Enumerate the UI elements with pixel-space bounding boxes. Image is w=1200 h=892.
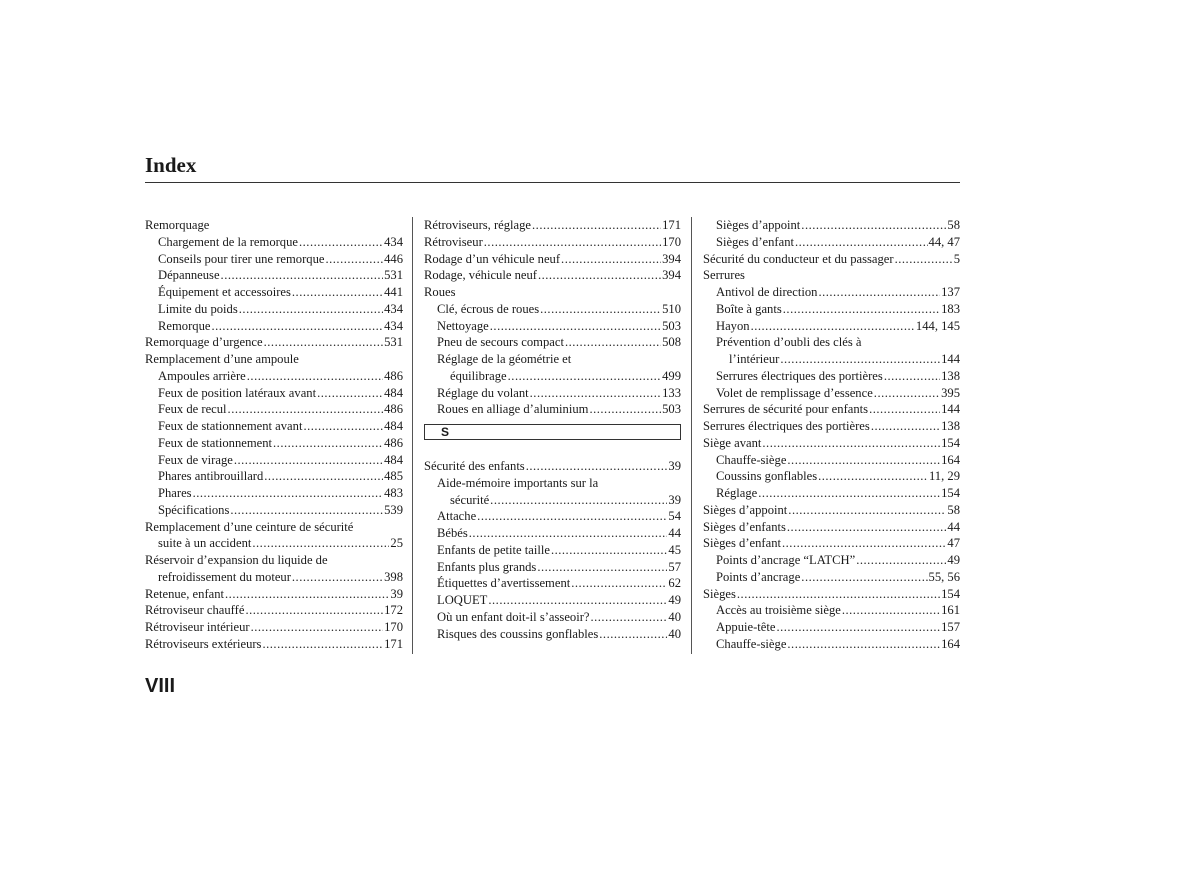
index-entry-term: LOQUET	[437, 593, 488, 607]
dot-leader	[262, 636, 383, 653]
index-entry-term: refroidissement du moteur	[158, 569, 291, 584]
index-entry-page: 40	[668, 626, 681, 641]
index-column-1	[145, 217, 403, 653]
index-entry-page: 154	[941, 586, 960, 601]
index-entry	[703, 535, 960, 552]
index-entry	[145, 435, 403, 452]
index-entry-term: Serrures électriques des portières	[703, 419, 870, 433]
index-entry-page: 484	[384, 385, 403, 400]
index-entry-term: Sièges	[703, 586, 736, 601]
index-entry-page: 499	[662, 368, 681, 383]
index-entry-page: 486	[384, 368, 403, 383]
index-entry	[145, 502, 403, 519]
index-entry-page: 485	[384, 469, 403, 484]
index-entry-page: 44	[668, 526, 681, 540]
index-entry-term: Siège avant	[703, 435, 762, 450]
index-entry-page: 39	[668, 459, 681, 473]
index-entry	[703, 602, 960, 619]
index-entry	[703, 385, 960, 402]
index-entry-page: 154	[941, 486, 960, 500]
dot-leader	[490, 492, 667, 509]
index-entry	[703, 552, 960, 569]
index-entry-term: Sièges d’enfant	[703, 536, 781, 551]
dot-leader	[239, 301, 383, 318]
index-entry	[145, 267, 403, 284]
index-entry-term: Remplacement d’une ampoule	[145, 352, 299, 366]
index-entry-term: Accès au troisième siège	[716, 603, 841, 618]
index-entry-term: Coussins gonflables	[716, 469, 818, 484]
index-entry-term: Chargement de la remorque	[158, 234, 298, 249]
index-entry-term: Sièges d’appoint	[703, 502, 788, 517]
index-entry	[145, 385, 403, 402]
dot-leader	[303, 418, 383, 435]
index-entry	[424, 351, 681, 368]
index-entry-page: 170	[384, 620, 403, 634]
index-entry	[424, 301, 681, 318]
index-entry	[424, 251, 681, 268]
index-entry-page: 133	[662, 385, 681, 400]
index-entry-page: 49	[947, 553, 960, 567]
index-entry-term: sécurité	[450, 492, 490, 507]
index-entry	[145, 234, 403, 251]
index-entry-term: Risques des coussins gonflables	[437, 626, 599, 641]
index-entry-term: Bébés	[437, 526, 468, 540]
index-entry	[424, 592, 681, 609]
dot-leader	[762, 435, 940, 452]
dot-leader	[782, 535, 946, 552]
index-entry-page: 394	[662, 251, 681, 266]
index-entry-term: Phares antibrouillard	[158, 469, 264, 484]
index-entry-term: Sécurité des enfants	[424, 459, 525, 473]
index-entry	[145, 251, 403, 268]
dot-leader	[589, 401, 661, 418]
index-entry-term: Enfants plus grands	[437, 559, 537, 574]
index-entry-page: 398	[384, 569, 403, 584]
dot-leader	[780, 351, 940, 368]
index-entry	[145, 318, 403, 335]
index-entry-page: 539	[384, 502, 403, 517]
index-entry-page: 144	[941, 352, 960, 366]
index-entry-term: Rétroviseurs extérieurs	[145, 636, 262, 651]
dot-leader	[484, 234, 661, 251]
dot-leader	[264, 468, 383, 485]
index-entry	[145, 619, 403, 636]
index-entry-term: Conseils pour tirer une remorque	[158, 251, 325, 266]
dot-leader	[325, 251, 383, 268]
index-entry-term: Roues en alliage d’aluminium	[437, 402, 589, 417]
dot-leader	[252, 535, 389, 552]
dot-leader	[751, 318, 915, 335]
index-entry-term: Points d’ancrage	[716, 569, 801, 584]
index-entry-term: Hayon	[716, 318, 750, 333]
index-entry-term: Sièges d’enfants	[703, 519, 786, 534]
dot-leader	[540, 301, 661, 318]
dot-leader	[787, 452, 940, 469]
index-entry-page: 171	[384, 636, 403, 651]
dot-leader	[801, 569, 927, 586]
index-entry-term: Feux de virage	[158, 452, 233, 467]
index-entry-page: 44, 47	[928, 234, 960, 249]
index-entry-page: 39	[668, 492, 681, 507]
dot-leader	[490, 318, 661, 335]
index-entry-term: Phares	[158, 486, 192, 500]
page-number: VIII	[145, 675, 176, 697]
dot-leader	[211, 318, 383, 335]
index-entry-page: 137	[941, 285, 960, 299]
index-entry-page: 11, 29	[928, 469, 960, 484]
index-entry-term: Enfants de petite taille	[437, 542, 550, 557]
index-entry-term: Remorque	[158, 318, 211, 333]
index-entry	[703, 418, 960, 435]
index-entry	[703, 569, 960, 586]
index-entry	[703, 502, 960, 519]
index-entry-page: 503	[662, 318, 681, 333]
index-entry-page: 434	[384, 318, 403, 333]
index-entry-term: Sièges d’appoint	[716, 218, 801, 232]
index-entry	[424, 508, 681, 525]
index-entry-page: 5	[953, 251, 960, 266]
index-entry-page: 157	[941, 620, 960, 634]
index-entry	[703, 217, 960, 234]
dot-leader	[221, 267, 384, 284]
index-entry-page: 154	[941, 435, 960, 450]
index-entry-page: 170	[662, 234, 681, 249]
index-entry	[145, 636, 403, 653]
dot-leader	[788, 502, 946, 519]
index-entry-term: Nettoyage	[437, 318, 489, 333]
index-entry-term: Rétroviseur	[424, 234, 483, 249]
index-entry-term: Limite du poids	[158, 301, 238, 316]
index-entry	[703, 586, 960, 603]
index-entry	[424, 575, 681, 592]
index-entry-page: 394	[662, 268, 681, 283]
dot-leader	[264, 334, 383, 351]
index-entry-term: Spécifications	[158, 502, 230, 517]
dot-leader	[795, 234, 928, 251]
index-entry	[145, 586, 403, 603]
index-entry	[703, 318, 960, 335]
index-entry-page: 49	[668, 593, 681, 607]
dot-leader	[530, 385, 661, 402]
dot-leader	[193, 485, 384, 502]
dot-leader	[818, 284, 940, 301]
section-letter-header: S	[424, 424, 681, 440]
dot-leader	[590, 609, 667, 626]
index-entry-term: Réservoir d’expansion du liquide de	[145, 553, 328, 567]
index-entry	[424, 542, 681, 559]
index-entry-term: Volet de remplissage d’essence	[716, 385, 873, 400]
index-entry-page: 44	[947, 519, 960, 534]
dot-leader	[818, 468, 928, 485]
index-entry-term: Retenue, enfant	[145, 586, 225, 601]
index-entry-term: Serrures électriques des portières	[716, 368, 883, 383]
dot-leader	[526, 458, 668, 475]
index-entry	[424, 368, 681, 385]
index-entry	[424, 334, 681, 351]
index-entry	[145, 485, 403, 502]
index-entry-term: Sièges d’enfant	[716, 234, 794, 249]
index-entry	[424, 284, 681, 301]
index-entry	[424, 385, 681, 402]
index-entry	[145, 569, 403, 586]
index-entry-term: Réglage du volant	[437, 385, 529, 400]
index-entry-page: 486	[384, 402, 403, 417]
dot-leader	[469, 525, 668, 542]
index-entry	[703, 619, 960, 636]
index-entry-term: Rétroviseur intérieur	[145, 620, 250, 634]
index-column-2	[424, 217, 681, 642]
index-entry	[145, 284, 403, 301]
dot-leader	[571, 575, 667, 592]
dot-leader	[758, 485, 940, 502]
index-entry-page: 531	[384, 268, 403, 283]
index-entry-term: Feux de position latéraux avant	[158, 385, 317, 400]
index-entry-term: Réglage de la géométrie et	[437, 352, 572, 366]
dot-leader	[787, 636, 940, 653]
index-entry-term: Aide-mémoire importants sur la	[437, 475, 599, 490]
index-entry-term: Chauffe-siège	[716, 452, 787, 467]
dot-leader	[245, 602, 383, 619]
index-entry-term: Rétroviseurs, réglage	[424, 218, 532, 232]
dot-leader	[856, 552, 946, 569]
index-entry-term: Réglage	[716, 486, 758, 500]
index-entry-page: 25	[390, 536, 403, 551]
index-entry-page: 171	[662, 218, 681, 232]
dot-leader	[508, 368, 661, 385]
index-entry-term: Pneu de secours compact	[437, 335, 564, 350]
dot-leader	[537, 559, 667, 576]
index-entry-term: Roues	[424, 285, 456, 299]
index-entry	[145, 368, 403, 385]
dot-leader	[225, 586, 389, 603]
index-entry	[703, 351, 960, 368]
dot-leader	[884, 368, 940, 385]
index-entry	[145, 334, 403, 351]
index-entry-page: 446	[384, 251, 403, 266]
index-entry-page: 484	[384, 452, 403, 467]
index-entry	[424, 458, 681, 475]
index-entry-page: 172	[384, 603, 403, 618]
index-entry	[703, 301, 960, 318]
dot-leader	[488, 592, 667, 609]
index-entry-page: 395	[941, 385, 960, 400]
index-entry	[424, 401, 681, 418]
dot-leader	[599, 626, 667, 643]
index-entry	[703, 401, 960, 418]
dot-leader	[801, 217, 946, 234]
index-entry	[703, 468, 960, 485]
index-entry-page: 138	[941, 419, 960, 433]
index-entry	[703, 334, 960, 351]
dot-leader	[477, 508, 667, 525]
index-entry	[145, 418, 403, 435]
dot-leader	[234, 452, 383, 469]
index-entry	[424, 318, 681, 335]
index-entry	[145, 468, 403, 485]
index-entry	[145, 401, 403, 418]
index-entry-page: 434	[384, 301, 403, 316]
index-entry-page: 138	[941, 368, 960, 383]
index-entry	[703, 519, 960, 536]
index-entry	[703, 284, 960, 301]
index-entry	[145, 602, 403, 619]
index-entry-term: Étiquettes d’avertissement	[437, 576, 571, 591]
index-entry	[424, 609, 681, 626]
index-entry-page: 503	[662, 402, 681, 417]
index-entry-term: Prévention d’oubli des clés à	[716, 335, 862, 350]
index-entry-term: Ampoules arrière	[158, 368, 246, 383]
index-entry-page: 47	[947, 536, 960, 551]
index-entry-page: 164	[941, 636, 960, 651]
index-entry-page: 161	[941, 603, 960, 618]
index-entry-term: Remorquage	[145, 218, 210, 232]
page-title: Index	[145, 153, 197, 177]
index-entry-page: 45	[668, 542, 681, 557]
index-entry-term: Rétroviseur chauffé	[145, 603, 245, 618]
index-entry-page: 484	[384, 419, 403, 433]
index-entry	[145, 452, 403, 469]
dot-leader	[874, 385, 940, 402]
index-entry-page: 62	[668, 576, 681, 591]
dot-leader	[292, 569, 383, 586]
index-entry-term: Points d’ancrage “LATCH”	[716, 553, 856, 567]
index-entry	[703, 251, 960, 268]
index-entry-page: 483	[384, 486, 403, 500]
dot-leader	[561, 251, 661, 268]
index-entry-page: 183	[941, 301, 960, 316]
index-entry	[424, 217, 681, 234]
index-entry-page: 144	[941, 402, 960, 417]
index-entry	[145, 535, 403, 552]
index-entry	[424, 525, 681, 542]
dot-leader	[842, 602, 940, 619]
index-entry-term: Antivol de direction	[716, 285, 818, 299]
index-entry-term: Rodage d’un véhicule neuf	[424, 251, 561, 266]
index-entry-term: Serrures de sécurité pour enfants	[703, 402, 869, 417]
dot-leader	[538, 267, 661, 284]
index-entry-term: Équipement et accessoires	[158, 285, 291, 299]
dot-leader	[737, 586, 940, 603]
dot-leader	[869, 401, 940, 418]
index-entry	[145, 301, 403, 318]
index-entry-term: Boîte à gants	[716, 301, 782, 316]
dot-leader	[251, 619, 384, 636]
index-entry	[145, 519, 403, 536]
index-entry-term: Serrures	[703, 268, 745, 283]
index-entry-page: 508	[662, 335, 681, 350]
index-entry-page: 39	[390, 586, 403, 601]
index-entry	[424, 626, 681, 643]
index-entry	[424, 267, 681, 284]
index-entry-term: Dépanneuse	[158, 268, 220, 283]
dot-leader	[895, 251, 953, 268]
dot-leader	[787, 519, 947, 536]
index-entry-term: Feux de stationnement	[158, 435, 273, 450]
index-entry-page: 164	[941, 452, 960, 467]
index-column-3	[703, 217, 960, 653]
index-entry-term: Remorquage d’urgence	[145, 335, 263, 350]
dot-leader	[776, 619, 940, 636]
index-entry-page: 58	[947, 502, 960, 517]
index-entry-page: 441	[384, 285, 403, 299]
index-entry	[424, 234, 681, 251]
index-entry-page: 55, 56	[928, 569, 960, 584]
column-divider	[691, 217, 692, 654]
dot-leader	[230, 502, 383, 519]
index-entry-term: Remplacement d’une ceinture de sécurité	[145, 519, 354, 534]
index-entry-page: 40	[668, 609, 681, 624]
dot-leader	[317, 385, 383, 402]
index-entry-page: 510	[662, 301, 681, 316]
index-entry-page: 57	[668, 559, 681, 574]
index-entry-page: 434	[384, 234, 403, 249]
index-entry-page: 54	[668, 509, 681, 524]
index-entry	[703, 234, 960, 251]
index-entry-term: suite à un accident	[158, 536, 252, 551]
index-entry	[145, 552, 403, 569]
dot-leader	[565, 334, 661, 351]
index-entry	[703, 435, 960, 452]
dot-leader	[871, 418, 940, 435]
index-entry-term: Clé, écrous de roues	[437, 301, 540, 316]
column-divider	[412, 217, 413, 654]
dot-leader	[783, 301, 940, 318]
index-entry	[703, 452, 960, 469]
index-entry	[703, 267, 960, 284]
index-entry	[424, 559, 681, 576]
index-entry-term: Sécurité du conducteur et du passager	[703, 251, 894, 266]
index-entry	[424, 475, 681, 492]
index-entry-term: l’intérieur	[729, 352, 780, 366]
index-entry-term: Feux de stationnement avant	[158, 419, 303, 433]
index-entry-term: équilibrage	[450, 368, 507, 383]
index-entry-page: 58	[947, 218, 960, 232]
index-entry	[703, 485, 960, 502]
index-entry	[145, 217, 403, 234]
index-entry-term: Attache	[437, 509, 477, 524]
dot-leader	[247, 368, 383, 385]
dot-leader	[228, 401, 384, 418]
index-entry-term: Chauffe-siège	[716, 636, 787, 651]
index-entry-page: 144, 145	[915, 318, 960, 333]
index-entry-term: Feux de recul	[158, 402, 227, 417]
dot-leader	[532, 217, 661, 234]
index-entry-term: Où un enfant doit-il s’asseoir?	[437, 609, 590, 624]
dot-leader	[292, 284, 383, 301]
dot-leader	[299, 234, 383, 251]
dot-leader	[551, 542, 667, 559]
index-entry	[424, 492, 681, 509]
index-entry	[703, 636, 960, 653]
index-entry	[145, 351, 403, 368]
index-entry-page: 531	[384, 335, 403, 350]
index-entry-term: Appuie-tête	[716, 620, 776, 634]
index-entry-page: 486	[384, 435, 403, 450]
dot-leader	[273, 435, 383, 452]
index-entry-term: Rodage, véhicule neuf	[424, 268, 537, 283]
header-rule	[145, 182, 960, 183]
index-entry	[703, 368, 960, 385]
